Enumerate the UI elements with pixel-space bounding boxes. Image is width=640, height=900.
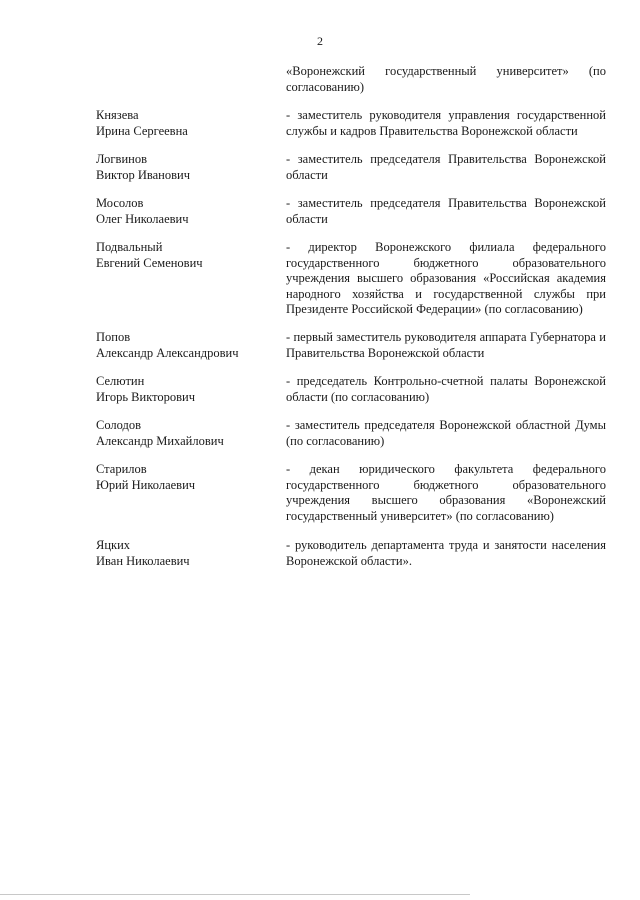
member-role: - заместитель председателя Воронежской областной Думы (по согласованию) bbox=[286, 418, 606, 448]
member-given-names: Виктор Иванович bbox=[96, 167, 190, 182]
member-surname: Логвинов bbox=[96, 152, 147, 166]
continuation-text: «Воронежский государственный университет» (по согласованию) bbox=[286, 64, 606, 94]
member-given-names: Александр Михайлович bbox=[96, 433, 224, 448]
member-name bbox=[96, 240, 266, 271]
member-role: - заместитель председателя Правительства Воронежской области bbox=[286, 152, 606, 182]
member-given-names: Олег Николаевич bbox=[96, 211, 189, 226]
member-given-names: Юрий Николаевич bbox=[96, 477, 196, 492]
page-number: 2 bbox=[317, 34, 323, 48]
member-name bbox=[96, 374, 266, 405]
member-name bbox=[96, 418, 266, 449]
member-given-names: Евгений Семенович bbox=[96, 255, 203, 270]
member-name bbox=[96, 108, 266, 139]
member-name bbox=[96, 462, 266, 493]
member-given-names: Александр Александрович bbox=[96, 345, 239, 360]
member-surname: Яцких bbox=[96, 538, 131, 552]
member-role: - заместитель председателя Правительства Воронежской области bbox=[286, 196, 606, 226]
member-surname: Князева bbox=[96, 108, 139, 122]
member-name bbox=[96, 152, 266, 183]
member-role: - руководитель департамента труда и занятости населения Воронежской области». bbox=[286, 538, 606, 568]
member-surname: Солодов bbox=[96, 418, 142, 432]
member-name bbox=[96, 330, 266, 361]
member-given-names: Ирина Сергеевна bbox=[96, 123, 188, 138]
member-surname: Мосолов bbox=[96, 196, 144, 210]
member-given-names: Игорь Викторович bbox=[96, 389, 196, 404]
member-role: - первый заместитель руководителя аппарата Губернатора и Правительства Воронежской области bbox=[286, 330, 606, 360]
member-surname: Селютин bbox=[96, 374, 145, 388]
member-role: - декан юридического факультета федерального государственного бюджетного образовательного учреждения высшего образования «Воронежский государственный университет» (по согласованию) bbox=[286, 462, 606, 523]
member-surname: Попов bbox=[96, 330, 131, 344]
member-name bbox=[96, 538, 266, 569]
member-role: - директор Воронежского филиала федерального государственного бюджетного образовательного учреждения высшего образования «Российская академия народного хозяйства и государственной службы при Президенте Российской Федерации» (по согласованию) bbox=[286, 240, 606, 317]
member-name bbox=[96, 196, 266, 227]
member-role: - заместитель руководителя управления государственной службы и кадров Правительства Воронежской области bbox=[286, 108, 606, 138]
member-surname: Старилов bbox=[96, 462, 147, 476]
scan-edge-line bbox=[0, 894, 470, 895]
member-role: - председатель Контрольно-счетной палаты Воронежской области (по согласованию) bbox=[286, 374, 606, 404]
member-given-names: Иван Николаевич bbox=[96, 553, 190, 568]
member-surname: Подвальный bbox=[96, 240, 163, 254]
